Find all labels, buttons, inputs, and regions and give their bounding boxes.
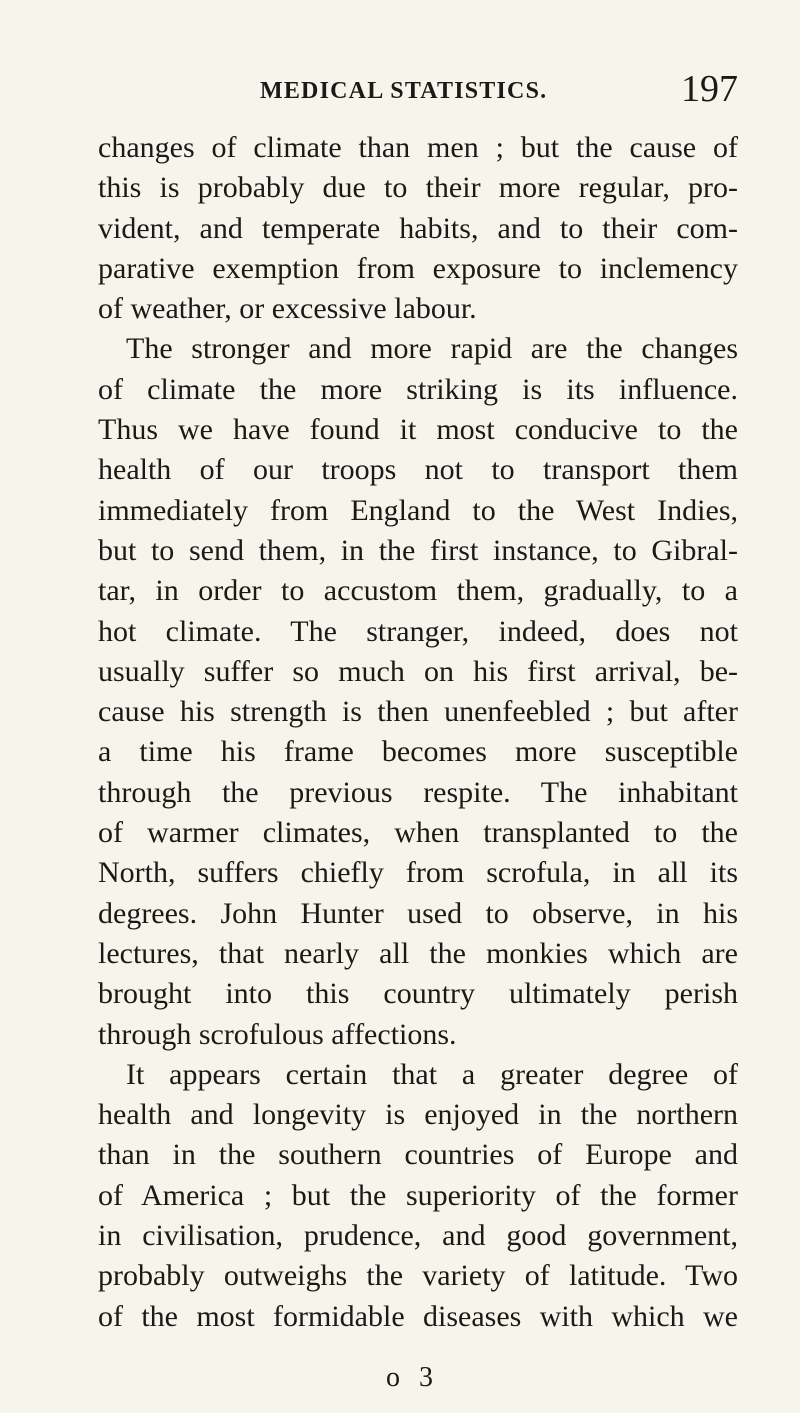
- text-line: usually suffer so much on his first arrival, be-: [98, 654, 738, 688]
- text-line: health and longevity is enjoyed in the northern: [98, 1098, 738, 1132]
- text-line: a time his frame becomes more susceptible: [98, 735, 738, 769]
- text-line: of climate the more striking is its influence.: [98, 372, 738, 406]
- text-line: brought into this country ultimately perish: [98, 977, 738, 1011]
- text-line: in civilisation, prudence, and good government,: [98, 1219, 738, 1253]
- text-line: changes of climate than men ; but the cause of: [98, 131, 738, 164]
- text-line: of warmer climates, when transplanted to the: [98, 816, 738, 850]
- signature-mark: o 3: [386, 1362, 439, 1393]
- text-line: hot climate. The stranger, indeed, does not: [98, 614, 738, 648]
- text-line: than in the southern countries of Europe and: [98, 1138, 738, 1172]
- text-line: of weather, or excessive labour.: [98, 292, 477, 326]
- text-line: through the previous respite. The inhabitant: [98, 775, 738, 809]
- text-line: parative exemption from exposure to inclemency: [98, 251, 738, 285]
- text-line: It appears certain that a greater degree of: [126, 1057, 738, 1091]
- text-line: North, suffers chiefly from scrofula, in all its: [98, 856, 738, 890]
- text-line: immediately from England to the West Indies,: [98, 493, 738, 527]
- running-title: MEDICAL STATISTICS.: [260, 78, 548, 104]
- text-line: tar, in order to accustom them, gradually, to a: [98, 574, 738, 608]
- text-line: through scrofulous affections.: [98, 1017, 457, 1051]
- text-line: health of our troops not to transport them: [98, 453, 738, 487]
- text-line: vident, and temperate habits, and to their com-: [98, 211, 738, 245]
- page-number: 197: [681, 68, 738, 110]
- text-line: degrees. John Hunter used to observe, in his: [98, 896, 738, 930]
- text-line: this is probably due to their more regular, pro-: [98, 171, 738, 205]
- text-line: lectures, that nearly all the monkies which are: [98, 936, 738, 970]
- text-line: Thus we have found it most conducive to the: [98, 413, 738, 447]
- running-head: [98, 70, 738, 110]
- text-line: but to send them, in the first instance, to Gibral-: [98, 533, 738, 567]
- text-line: cause his strength is then unenfeebled ; but after: [98, 695, 738, 729]
- text-line: of the most formidable diseases with which we: [98, 1299, 738, 1333]
- text-line: of America ; but the superiority of the former: [98, 1178, 738, 1212]
- text-line: The stronger and more rapid are the changes: [126, 332, 738, 366]
- body-text: [98, 128, 738, 1337]
- text-line: probably outweighs the variety of latitude. Two: [98, 1259, 738, 1293]
